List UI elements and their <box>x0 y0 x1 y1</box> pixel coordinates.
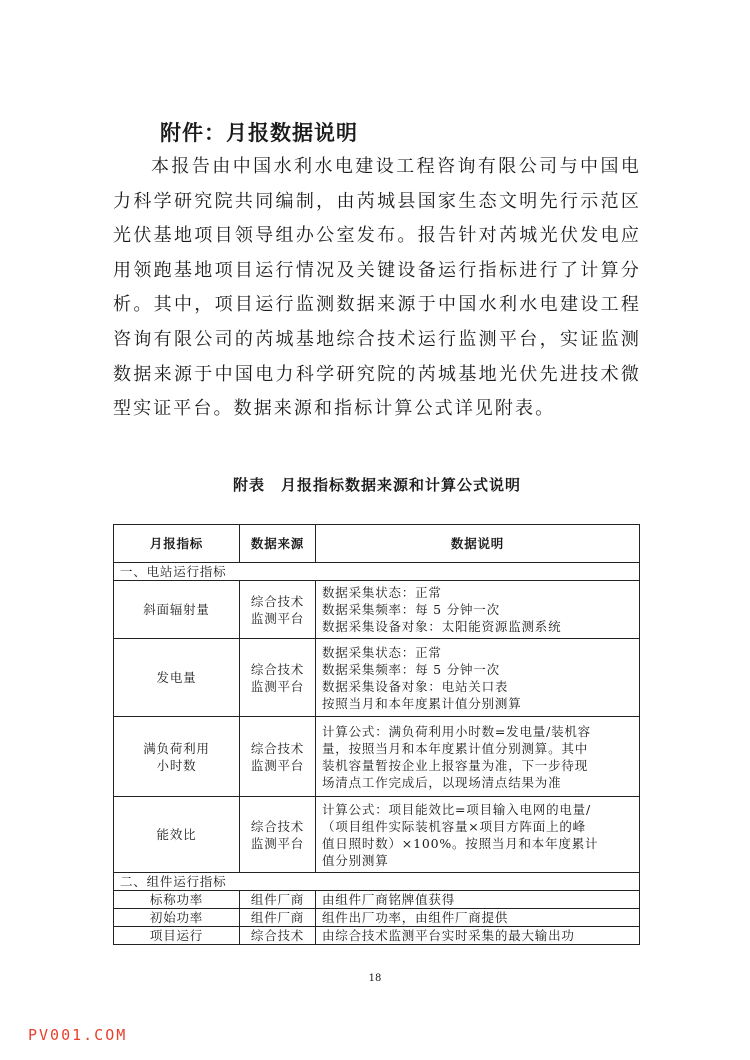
source-line: 监测平台 <box>250 757 305 773</box>
indicator-name: 满负荷利用 <box>143 740 210 756</box>
description-cell: 由组件厂商铭牌值获得 <box>316 891 640 909</box>
appendix-heading: 附件：月报数据说明 <box>160 121 358 145</box>
table-header-row <box>114 525 640 563</box>
section-row-module <box>114 873 640 891</box>
table-row <box>114 581 640 639</box>
table-row <box>114 891 640 909</box>
source-cell <box>240 639 316 717</box>
page-number: 18 <box>368 973 382 984</box>
description-line: 场清点工作完成后，以现场清点结果为准 <box>322 774 562 790</box>
description-line: 计算公式：满负荷利用小时数=发电量/装机容 <box>322 723 591 739</box>
source-line: 综合技术 <box>250 661 305 677</box>
section-row-station <box>114 563 640 581</box>
description-line: 按照当月和本年度累计值分别测算 <box>322 695 522 711</box>
indicator-cell: 项目运行 <box>114 927 240 945</box>
description-line: 数据采集状态：正常 <box>322 644 442 660</box>
indicator-name: 斜面辐射量 <box>143 602 210 617</box>
source-cell <box>240 717 316 797</box>
description-line: 数据采集频率：每 5 分钟一次 <box>322 602 500 617</box>
source-line: 监测平台 <box>250 678 305 694</box>
indicator-cell <box>114 581 240 639</box>
description-line: 值日照时数）×100%。按照当月和本年度累计 <box>322 835 599 851</box>
header-indicator: 月报指标 <box>114 525 240 563</box>
description-line: （项目组件实际装机容量×项目方阵面上的峰 <box>322 818 586 834</box>
source-line: 综合技术 <box>250 740 305 756</box>
description-line: 计算公式：项目能效比=项目输入电网的电量/ <box>322 801 591 817</box>
table-caption: 附表 月报指标数据来源和计算公式说明 <box>232 476 521 494</box>
description-line: 值分别测算 <box>322 852 389 868</box>
description-line: 数据采集设备对象：电站关口表 <box>322 678 509 694</box>
section-title-module: 二、组件运行指标 <box>114 873 640 891</box>
description-line: 数据采集设备对象：太阳能资源监测系统 <box>322 619 562 634</box>
indicator-name: 能效比 <box>156 827 197 842</box>
table-row <box>114 639 640 717</box>
source-cell: 综合技术 <box>240 927 316 945</box>
indicator-cell: 初始功率 <box>114 909 240 927</box>
watermark-text: PV001.COM <box>28 1026 128 1044</box>
description-cell <box>316 639 640 717</box>
table-row <box>114 797 640 873</box>
section-title-station: 一、电站运行指标 <box>114 563 640 581</box>
source-cell: 组件厂商 <box>240 909 316 927</box>
table-row <box>114 927 640 945</box>
source-cell <box>240 797 316 873</box>
indicator-cell <box>114 717 240 797</box>
description-line: 数据采集频率：每 5 分钟一次 <box>322 661 500 677</box>
description-line: 数据采集状态：正常 <box>322 585 442 600</box>
source-cell <box>240 581 316 639</box>
description-cell <box>316 797 640 873</box>
intro-paragraph: 本报告由中国水利水电建设工程咨询有限公司与中国电力科学研究院共同编制，由芮城县国家生态文明先行示范区光伏基地项目领导组办公室发布。报告针对芮城光伏发电应用领跑基地项目运行情况及关键设备运行指标进行了计算分析。其中，项目运行监测数据来源于中国水利水电建设工程咨询有限公司的芮城基地综合技术运行监测平台，实证监测数据来源于中国电力科学研究院的芮城基地光伏先进技术微型实证平台。数据来源和指标计算公式详见附表。 <box>113 156 641 420</box>
source-line: 监测平台 <box>250 835 305 851</box>
source-line: 监测平台 <box>250 610 305 626</box>
description-cell: 由综合技术监测平台实时采集的最大输出功 <box>316 927 640 945</box>
table-row <box>114 717 640 797</box>
header-source: 数据来源 <box>240 525 316 563</box>
indicator-name: 发电量 <box>156 670 197 685</box>
indicator-cell <box>114 797 240 873</box>
source-line: 综合技术 <box>250 593 305 609</box>
description-line: 量，按照当月和本年度累计值分别测算。其中 <box>322 740 589 756</box>
description-cell <box>316 581 640 639</box>
source-line: 综合技术 <box>250 818 305 834</box>
description-cell <box>316 717 640 797</box>
indicator-cell: 标称功率 <box>114 891 240 909</box>
description-cell: 组件出厂功率，由组件厂商提供 <box>316 909 640 927</box>
indicator-table <box>113 524 640 945</box>
table-row <box>114 909 640 927</box>
indicator-name: 小时数 <box>156 757 197 773</box>
description-line: 装机容量暂按企业上报容量为准，下一步待现 <box>322 757 589 773</box>
header-description: 数据说明 <box>316 525 640 563</box>
source-cell: 组件厂商 <box>240 891 316 909</box>
indicator-cell <box>114 639 240 717</box>
